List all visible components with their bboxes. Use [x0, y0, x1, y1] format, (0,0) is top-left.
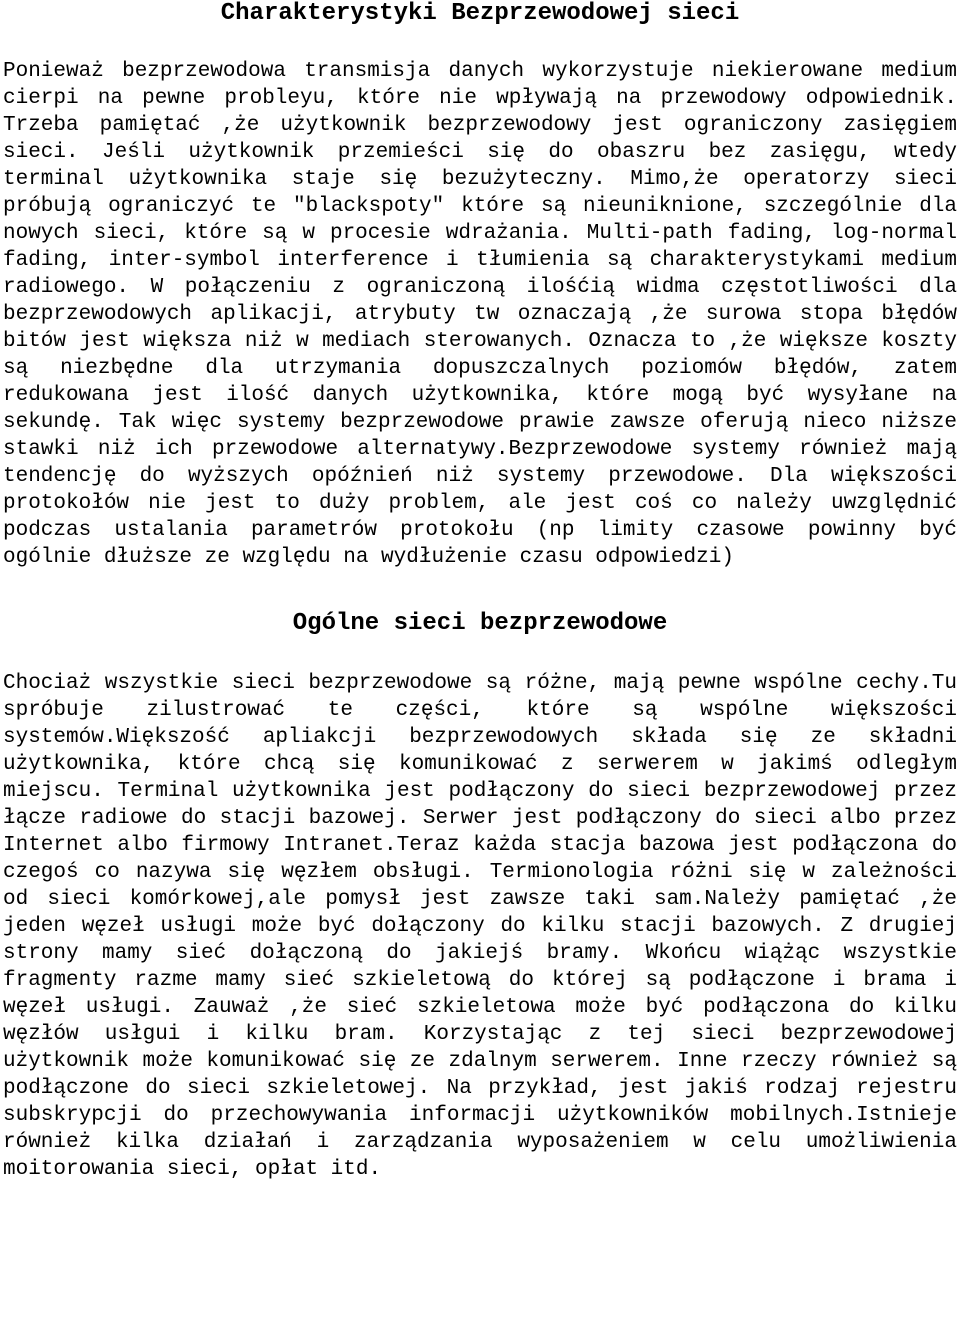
document-page [3, 0, 957, 1183]
section-heading: Ogólne sieci bezprzewodowe [292, 610, 668, 637]
document-title: Charakterystyki Bezprzewodowej sieci [220, 0, 740, 27]
paragraph-characteristics: Ponieważ bezprzewodowa transmisja danych wykorzystuje niekierowane medium cierpi na pewne probleyu, które nie wpływają na przewodowy odpowiednik. Trzeba pamiętać ,że użytkownik bezprzewodowy jest ograniczony zasięgiem sieci. Jeśli użytkownik przemieści się do obaszru bez zasięgu, wtedy terminal użytkownika staje się bezużyteczny. Mimo,że operatorzy sieci próbują ograniczyć te "blackspoty" które są nieuniknione, szczególnie dla nowych sieci, które są w procesie wdrażania. Multi-path fading, log-normal fading, inter-symbol interference i tłumienia są charakterystykami medium radiowego. W połączeniu z ograniczoną ilośćią widma częstotliwości dla bezprzewodowych aplikacji, atrybuty tw oznaczają ,że surowa stopa błędów bitów jest większa niż w mediach sterowanych. Oznacza to ,że większe koszty są niezbędne dla utrzymania dopuszczalnych poziomów błędów, zatem redukowana jest ilość danych użytkownika, które mogą być wysyłane na sekundę. Tak więc systemy bezprzewodowe prawie zawsze oferują nieco niższe stawki niż ich przewodowe alternatywy.Bezprzewodowe systemy również mają tendencję do wyższych opóźnień niż systemy przewodowe. Dla większości protokołów nie jest to duży problem, ale jest coś co należy uwzględnić podczas ustalania parametrów protokołu (np limity czasowe powinny być ogólnie dłuższe ze względu na wydłużenie czasu odpowiedzi) [3, 60, 957, 569]
paragraph-general-networks: Chociaż wszystkie sieci bezprzewodowe są różne, mają pewne wspólne cechy.Tu spróbuje zilustrować te części, które są wspólne większości systemów.Większość apliakcji bezprzewodowych składa się ze składni użytkownika, które chcą się komunikować z serwerem w jakimś odległym miejscu. Terminal użytkownika jest podłączony do sieci bezprzewodowej przez łącze radiowe do stacji bazowej. Serwer jest podłączony do sieci albo przez Internet albo firmowy Intranet.Teraz każda stacja bazowa jest podłączona do czegoś co nazywa się węzłem obsługi. Termionologia różni się w zależności od sieci komórkowej,ale pomysł jest zawsze taki sam.Należy pamiętać ,że jeden węzeł usługi może być dołączony do kilku stacji bazowych. Z drugiej strony mamy sieć dołączoną do jakiejś bramy. Wkońcu wiążąc wszystkie fragmenty razme mamy sieć szkieletową do której są podłączone i brama i węzeł usługi. Zauważ ,że sieć szkieletowa może być podłączona do kilku węzłów usłgui i kilku bram. Korzystając z tej sieci bezprzewodowej użytkownik może komunikować się ze zdalnym serwerem. Inne rzeczy również są podłączone do sieci szkieletowej. Na przykład, jest jakiś rodzaj rejestru subskrypcji do przechowywania informacji użytkowników mobilnych.Istnieje również kilka działań i zarządzania wyposażeniem w celu umożliwienia moitorowania sieci, opłat itd. [3, 672, 957, 1181]
